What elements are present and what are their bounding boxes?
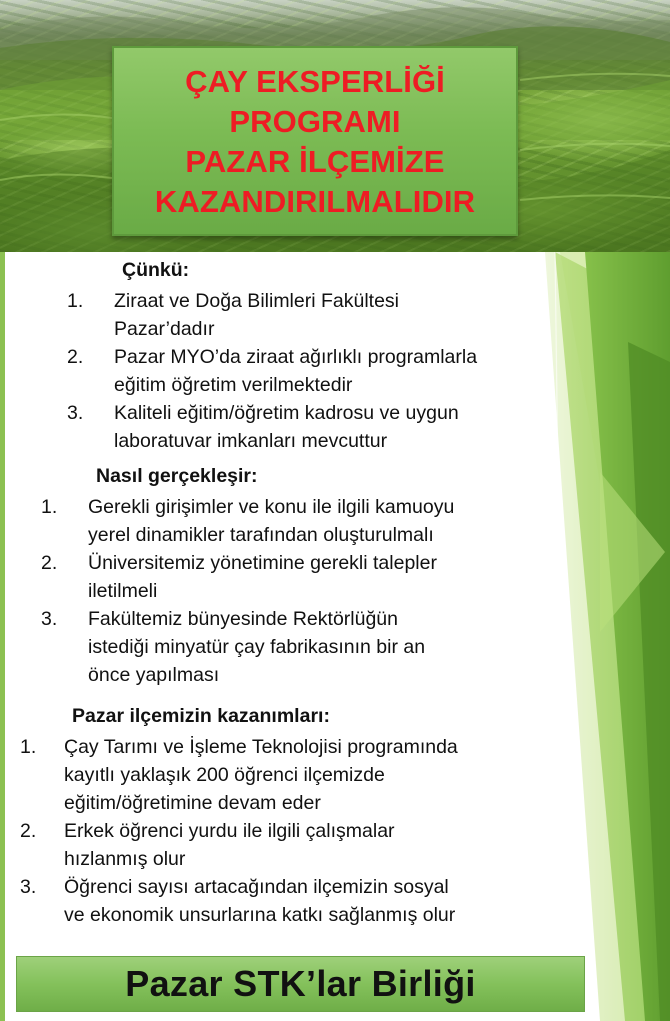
item-text-line: eğitim öğretim verilmektedir — [114, 374, 353, 396]
item-text-line: yerel dinamikler tarafından oluşturulmalı — [88, 524, 434, 546]
title-line-4: KAZANDIRILMALIDIR — [154, 184, 476, 219]
item-text-line: Erkek öğrenci yurdu ile ilgili çalışmalar — [64, 820, 395, 842]
title-banner — [112, 46, 518, 236]
item-text-line: Öğrenci sayısı artacağından ilçemizin sosyal — [64, 876, 449, 898]
title-line-1: ÇAY EKSPERLİĞİ — [185, 64, 445, 99]
footer-banner — [16, 956, 585, 1012]
item-text-line: hızlanmış olur — [64, 848, 186, 870]
title-line-3: PAZAR İLÇEMİZE — [185, 144, 445, 179]
item-text-line: kayıtlı yaklaşık 200 öğrenci ilçemizde — [64, 764, 385, 786]
item-number: 1. — [20, 736, 37, 758]
item-number: 1. — [67, 290, 84, 312]
item-text-line: Kaliteli eğitim/öğretim kadrosu ve uygun — [114, 402, 459, 424]
section-heading-cunku: Çünkü: — [122, 259, 190, 281]
item-text-line: Pazar’dadır — [114, 318, 215, 340]
item-text-line: laboratuvar imkanları mevcuttur — [114, 430, 388, 452]
item-text-line: Pazar MYO’da ziraat ağırlıklı programlarla — [114, 346, 478, 368]
item-number: 2. — [20, 820, 37, 842]
item-number: 3. — [41, 608, 58, 630]
item-text-line: Üniversitemiz yönetimine gerekli talepler — [88, 552, 437, 574]
item-text-line: önce yapılması — [88, 664, 220, 686]
item-text-line: Fakültemiz bünyesinde Rektörlüğün — [88, 608, 399, 630]
item-text-line: ve ekonomik unsurlarına katkı sağlanmış olur — [64, 904, 456, 926]
item-text-line: Ziraat ve Doğa Bilimleri Fakültesi — [114, 290, 400, 312]
section-heading-kazanimlar: Pazar ilçemizin kazanımları: — [72, 705, 330, 727]
section-heading-nasil: Nasıl gerçekleşir: — [96, 465, 258, 487]
item-number: 3. — [67, 402, 84, 424]
item-number: 2. — [41, 552, 58, 574]
title-line-2: PROGRAMI — [229, 104, 401, 139]
item-text-line: iletilmeli — [88, 580, 158, 602]
item-text-line: Gerekli girişimler ve konu ile ilgili kamuoyu — [88, 496, 455, 518]
item-number: 1. — [41, 496, 58, 518]
footer-organization-name: Pazar STK’lar Birliği — [125, 963, 476, 1004]
item-text-line: eğitim/öğretimine devam eder — [64, 792, 321, 814]
item-text-line: Çay Tarımı ve İşleme Teknolojisi programında — [64, 736, 458, 758]
item-number: 3. — [20, 876, 37, 898]
item-number: 2. — [67, 346, 84, 368]
tea-plantation-photo — [0, 0, 670, 252]
item-text-line: istediği minyatür çay fabrikasının bir an — [88, 636, 426, 658]
